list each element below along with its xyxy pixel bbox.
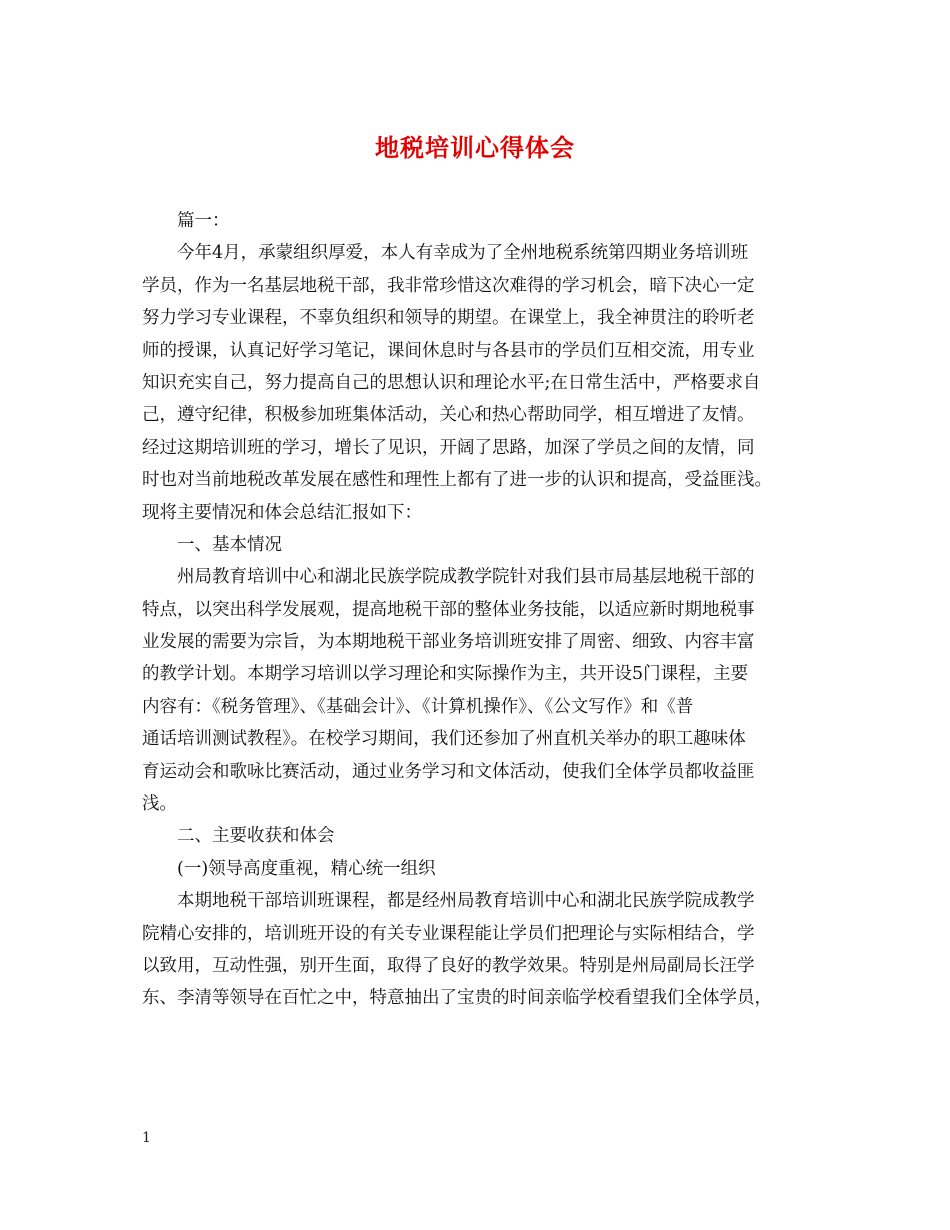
paragraph-line: 院精心安排的，培训班开设的有关专业课程能让学员们把理论与实际相结合，学 <box>142 923 755 944</box>
paragraph-line: 东、李清等领导在百忙之中，特意抽出了宝贵的时间亲临学校看望我们全体学员， <box>142 988 772 1009</box>
paragraph-line: 经过这期培训班的学习，增长了见识，开阔了思路，加深了学员之间的友情，同 <box>142 437 755 458</box>
paragraph-line: 学员，作为一名基层地税干部，我非常珍惜这次难得的学习机会，暗下决心一定 <box>142 275 755 296</box>
page-number: 1 <box>142 1130 151 1146</box>
paragraph-line: 特点，以突出科学发展观，提高地税干部的整体业务技能，以适应新时期地税事 <box>142 599 755 620</box>
paragraph-line: 的教学计划。本期学习培训以学习理论和实际操作为主，共开设5门课程，主要 <box>142 664 749 685</box>
paragraph-line: 内容有：《税务管理》、《基础会计》、《计算机操作》、《公文写作》和《普 <box>142 696 694 717</box>
section-label-pian-yi: 篇一： <box>177 211 230 231</box>
document-body <box>142 205 822 1015</box>
paragraph-line: 育运动会和歌咏比赛活动，通过业务学习和文体活动，使我们全体学员都收益匪 <box>142 761 755 782</box>
document-title: 地税培训心得体会 <box>375 133 575 162</box>
paragraph-line: 时也对当前地税改革发展在感性和理性上都有了进一步的认识和提高，受益匪浅。 <box>142 470 772 491</box>
paragraph-line: 努力学习专业课程，不辜负组织和领导的期望。在课堂上，我全神贯注的聆听老 <box>142 308 755 329</box>
paragraph-line: 通话培训测试教程》。在校学习期间，我们还参加了州直机关举办的职工趣味体 <box>142 729 746 750</box>
paragraph-line: 以致用，互动性强，别开生面，取得了良好的教学效果。特别是州局副局长汪学 <box>142 955 755 976</box>
paragraph-line: 业发展的需要为宗旨，为本期地税干部业务培训班安排了周密、细致、内容丰富 <box>142 632 755 653</box>
section-heading-basic-situation: 一、基本情况 <box>177 534 282 555</box>
subsection-heading: (一)领导高度重视，精心统一组织 <box>177 858 436 879</box>
paragraph-line: 浅。 <box>142 794 177 815</box>
paragraph-line: 师的授课，认真记好学习笔记，课间休息时与各县市的学员们互相交流，用专业 <box>142 340 755 361</box>
paragraph-line: 今年4月，承蒙组织厚爱，本人有幸成为了全州地税系统第四期业务培训班 <box>177 243 749 264</box>
section-heading-main-gains: 二、主要收获和体会 <box>177 826 335 847</box>
paragraph-line: 己，遵守纪律，积极参加班集体活动，关心和热心帮助同学，相互增进了友情。 <box>142 405 755 426</box>
paragraph-line: 现将主要情况和体会总结汇报如下： <box>142 502 422 523</box>
paragraph-line: 知识充实自己，努力提高自己的思想认识和理论水平;在日常生活中，严格要求自 <box>142 372 761 393</box>
paragraph-line: 本期地税干部培训班课程，都是经州局教育培训中心和湖北民族学院成教学 <box>177 891 755 912</box>
paragraph-line: 州局教育培训中心和湖北民族学院成教学院针对我们县市局基层地税干部的 <box>177 567 755 588</box>
